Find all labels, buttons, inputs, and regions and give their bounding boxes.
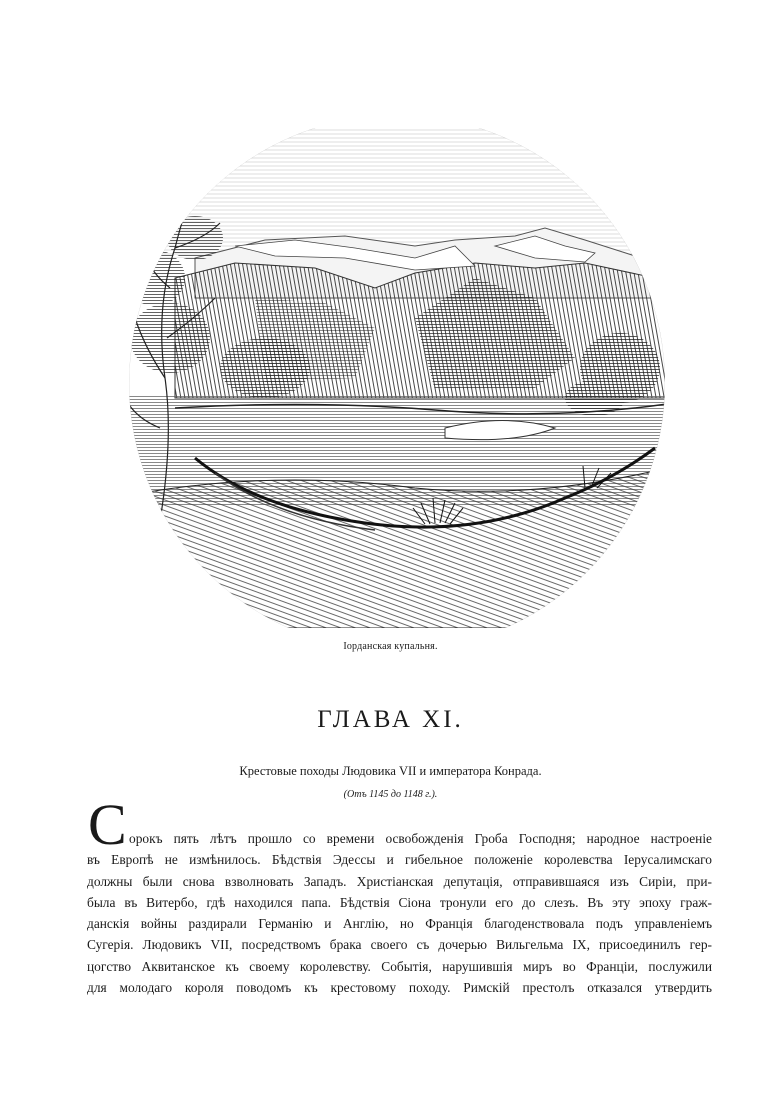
text-line: должны были снова взволновать Западъ. Христіанская депутація, отправившаяся изъ Сиріи, при-: [87, 873, 712, 889]
text-line: въ Европѣ не измѣнилось. Бѣдствія Эдессы и гибельное положеніе королевства Iерусалимскаго: [87, 852, 712, 868]
drop-cap: С: [88, 792, 127, 857]
text-line: была въ Витербо, гдѣ находился папа. Бѣдствія Сіона тронули его до слезъ. Въ эту эпоху граж-: [87, 894, 712, 910]
chapter-subtitle: Крестовые походы Людовика VII и императора Конрада.: [239, 764, 542, 778]
chapter-dates: (Отъ 1145 до 1148 г.).: [343, 789, 438, 800]
text-line: орокъ пять лѣтъ прошло со времени освобожденія Гроба Господня; народное настроеніе: [129, 831, 712, 846]
jordan-bathing-place-engraving: [115, 128, 667, 628]
body-paragraph: [87, 828, 712, 998]
text-line: для молодаго короля поводомъ къ крестовому походу. Римскій престолъ отказался утвердить: [87, 980, 712, 996]
text-line: Сугерія. Людовикъ VII, посредствомъ брака своего съ дочерью Вильгельма IX, присоединилъ гер-: [87, 937, 712, 953]
chapter-title: ГЛАВА XI.: [317, 706, 464, 733]
text-line: данскія войны раздирали Германію и Англію, но Франція благоденствовала подъ управленіемъ: [87, 916, 712, 932]
illustration-caption: Iорданская купальня.: [343, 641, 438, 652]
text-line: цогство Аквитанское къ своему королевству. Событія, нарушившія миръ во Франціи, послужили: [87, 958, 712, 974]
